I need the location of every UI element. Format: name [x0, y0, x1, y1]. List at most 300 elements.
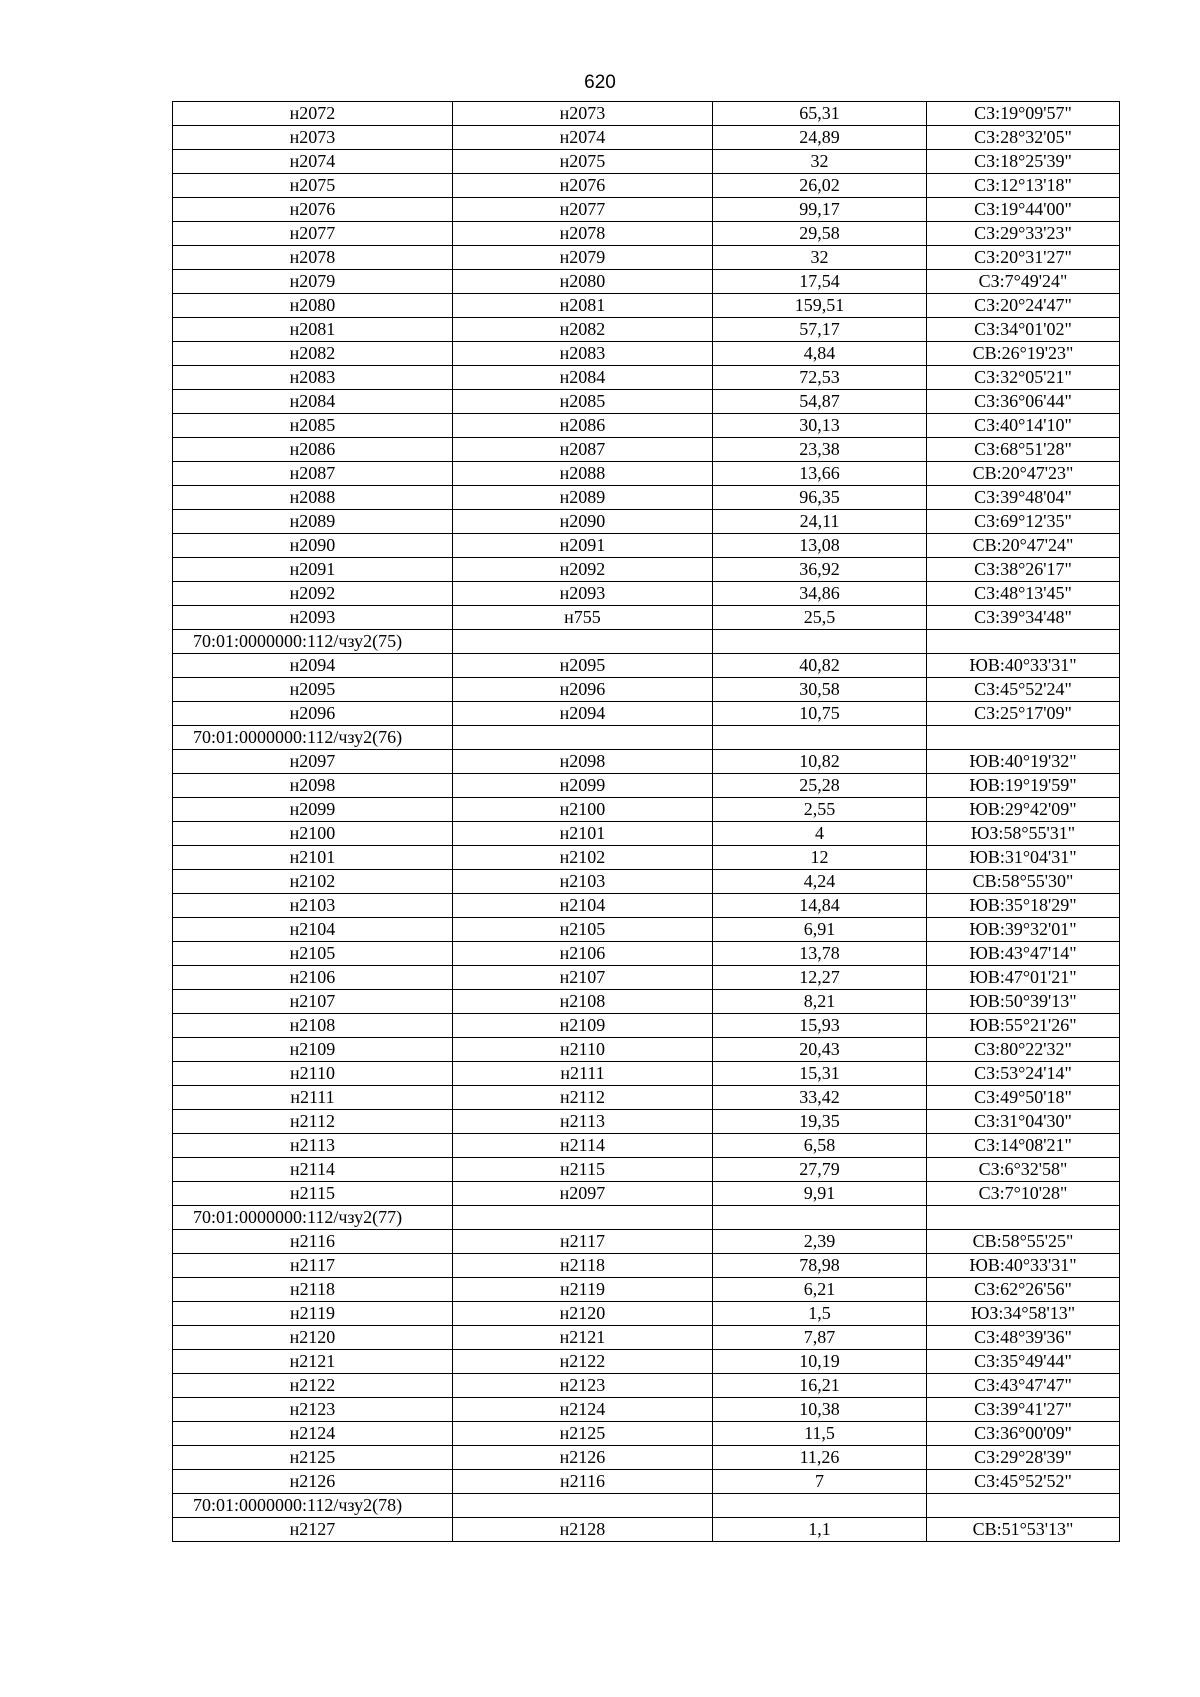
- bearing-cell: ЮВ:43°47'14": [927, 942, 1120, 966]
- table-row: [173, 1014, 1120, 1038]
- table-row: [173, 750, 1120, 774]
- point-from-cell: н2098: [173, 774, 453, 798]
- table-row: [173, 342, 1120, 366]
- length-cell: 24,11: [713, 510, 927, 534]
- table-row: [173, 870, 1120, 894]
- point-to-cell: н2081: [453, 294, 713, 318]
- point-from-cell: н2088: [173, 486, 453, 510]
- point-to-cell: н2078: [453, 222, 713, 246]
- length-cell: 29,58: [713, 222, 927, 246]
- point-from-cell: н2126: [173, 1470, 453, 1494]
- length-cell: 57,17: [713, 318, 927, 342]
- bearing-cell: СЗ:39°48'04": [927, 486, 1120, 510]
- length-cell: 2,39: [713, 1230, 927, 1254]
- point-from-cell: н2096: [173, 702, 453, 726]
- empty-cell: [927, 630, 1120, 654]
- point-to-cell: н755: [453, 606, 713, 630]
- point-from-cell: н2086: [173, 438, 453, 462]
- bearing-cell: ЮВ:47°01'21": [927, 966, 1120, 990]
- point-to-cell: н2128: [453, 1518, 713, 1542]
- point-to-cell: н2097: [453, 1182, 713, 1206]
- bearing-cell: СЗ:49°50'18": [927, 1086, 1120, 1110]
- point-to-cell: н2087: [453, 438, 713, 462]
- point-to-cell: н2125: [453, 1422, 713, 1446]
- table-row: [173, 1254, 1120, 1278]
- bearing-cell: СЗ:39°41'27": [927, 1398, 1120, 1422]
- table-row: [173, 1326, 1120, 1350]
- point-from-cell: н2100: [173, 822, 453, 846]
- table-row: [173, 174, 1120, 198]
- table-row: [173, 846, 1120, 870]
- bearing-cell: ЮЗ:58°55'31": [927, 822, 1120, 846]
- point-from-cell: н2072: [173, 102, 453, 126]
- length-cell: 10,82: [713, 750, 927, 774]
- bearing-cell: ЮВ:50°39'13": [927, 990, 1120, 1014]
- section-label: 70:01:0000000:112/чзу2(78): [173, 1494, 453, 1518]
- point-from-cell: н2112: [173, 1110, 453, 1134]
- length-cell: 6,91: [713, 918, 927, 942]
- bearing-cell: СЗ:48°39'36": [927, 1326, 1120, 1350]
- point-to-cell: н2105: [453, 918, 713, 942]
- point-to-cell: н2123: [453, 1374, 713, 1398]
- point-from-cell: н2081: [173, 318, 453, 342]
- length-cell: 27,79: [713, 1158, 927, 1182]
- length-cell: 78,98: [713, 1254, 927, 1278]
- table-body: [173, 102, 1120, 1542]
- point-to-cell: н2117: [453, 1230, 713, 1254]
- length-cell: 25,28: [713, 774, 927, 798]
- bearing-cell: СЗ:12°13'18": [927, 174, 1120, 198]
- table-row: [173, 414, 1120, 438]
- length-cell: 4: [713, 822, 927, 846]
- table-row: [173, 462, 1120, 486]
- point-from-cell: н2114: [173, 1158, 453, 1182]
- point-from-cell: н2079: [173, 270, 453, 294]
- length-cell: 16,21: [713, 1374, 927, 1398]
- bearing-cell: ЮВ:39°32'01": [927, 918, 1120, 942]
- bearing-cell: СЗ:20°24'47": [927, 294, 1120, 318]
- point-from-cell: н2111: [173, 1086, 453, 1110]
- point-to-cell: н2080: [453, 270, 713, 294]
- point-from-cell: н2127: [173, 1518, 453, 1542]
- point-from-cell: н2104: [173, 918, 453, 942]
- point-to-cell: н2115: [453, 1158, 713, 1182]
- length-cell: 1,1: [713, 1518, 927, 1542]
- length-cell: 40,82: [713, 654, 927, 678]
- table-row: [173, 1398, 1120, 1422]
- point-from-cell: н2121: [173, 1350, 453, 1374]
- length-cell: 15,31: [713, 1062, 927, 1086]
- point-from-cell: н2074: [173, 150, 453, 174]
- bearing-cell: ЮВ:35°18'29": [927, 894, 1120, 918]
- bearing-cell: ЮВ:40°33'31": [927, 1254, 1120, 1278]
- point-from-cell: н2077: [173, 222, 453, 246]
- length-cell: 10,38: [713, 1398, 927, 1422]
- table-row: [173, 102, 1120, 126]
- point-to-cell: н2122: [453, 1350, 713, 1374]
- bearing-cell: СЗ:40°14'10": [927, 414, 1120, 438]
- length-cell: 32: [713, 150, 927, 174]
- point-to-cell: н2084: [453, 366, 713, 390]
- length-cell: 33,42: [713, 1086, 927, 1110]
- length-cell: 25,5: [713, 606, 927, 630]
- length-cell: 32: [713, 246, 927, 270]
- length-cell: 13,78: [713, 942, 927, 966]
- table-row: [173, 366, 1120, 390]
- length-cell: 17,54: [713, 270, 927, 294]
- point-to-cell: н2074: [453, 126, 713, 150]
- bearing-cell: СЗ:18°25'39": [927, 150, 1120, 174]
- length-cell: 10,19: [713, 1350, 927, 1374]
- bearing-cell: СЗ:45°52'52": [927, 1470, 1120, 1494]
- bearing-cell: СВ:20°47'24": [927, 534, 1120, 558]
- point-from-cell: н2110: [173, 1062, 453, 1086]
- point-from-cell: н2119: [173, 1302, 453, 1326]
- bearing-cell: ЮВ:29°42'09": [927, 798, 1120, 822]
- length-cell: 14,84: [713, 894, 927, 918]
- point-from-cell: н2099: [173, 798, 453, 822]
- table-row: [173, 126, 1120, 150]
- table-row: [173, 318, 1120, 342]
- bearing-cell: СЗ:29°28'39": [927, 1446, 1120, 1470]
- point-to-cell: н2092: [453, 558, 713, 582]
- bearing-cell: СВ:51°53'13": [927, 1518, 1120, 1542]
- bearing-cell: СЗ:39°34'48": [927, 606, 1120, 630]
- bearing-cell: СЗ:48°13'45": [927, 582, 1120, 606]
- table-row: [173, 1038, 1120, 1062]
- section-label: 70:01:0000000:112/чзу2(75): [173, 630, 453, 654]
- empty-cell: [713, 1494, 927, 1518]
- empty-cell: [453, 1206, 713, 1230]
- point-to-cell: н2098: [453, 750, 713, 774]
- point-to-cell: н2083: [453, 342, 713, 366]
- table-row: [173, 606, 1120, 630]
- table-row: [173, 1158, 1120, 1182]
- length-cell: 26,02: [713, 174, 927, 198]
- section-row: [173, 1494, 1120, 1518]
- point-from-cell: н2082: [173, 342, 453, 366]
- table-row: [173, 918, 1120, 942]
- point-to-cell: н2124: [453, 1398, 713, 1422]
- point-from-cell: н2102: [173, 870, 453, 894]
- length-cell: 10,75: [713, 702, 927, 726]
- point-to-cell: н2106: [453, 942, 713, 966]
- length-cell: 23,38: [713, 438, 927, 462]
- table-row: [173, 198, 1120, 222]
- length-cell: 159,51: [713, 294, 927, 318]
- length-cell: 11,5: [713, 1422, 927, 1446]
- table-row: [173, 270, 1120, 294]
- point-from-cell: н2115: [173, 1182, 453, 1206]
- bearing-cell: СЗ:19°44'00": [927, 198, 1120, 222]
- table-row: [173, 582, 1120, 606]
- length-cell: 1,5: [713, 1302, 927, 1326]
- point-from-cell: н2078: [173, 246, 453, 270]
- point-from-cell: н2092: [173, 582, 453, 606]
- length-cell: 4,24: [713, 870, 927, 894]
- bearing-cell: СЗ:29°33'23": [927, 222, 1120, 246]
- point-from-cell: н2094: [173, 654, 453, 678]
- section-row: [173, 1206, 1120, 1230]
- point-to-cell: н2077: [453, 198, 713, 222]
- length-cell: 15,93: [713, 1014, 927, 1038]
- bearing-cell: СЗ:36°06'44": [927, 390, 1120, 414]
- table-row: [173, 1278, 1120, 1302]
- bearing-cell: СЗ:28°32'05": [927, 126, 1120, 150]
- table-row: [173, 942, 1120, 966]
- table-row: [173, 798, 1120, 822]
- empty-cell: [453, 726, 713, 750]
- bearing-cell: СЗ:62°26'56": [927, 1278, 1120, 1302]
- point-to-cell: н2116: [453, 1470, 713, 1494]
- bearing-cell: СВ:58°55'30": [927, 870, 1120, 894]
- point-from-cell: н2084: [173, 390, 453, 414]
- table-row: [173, 1086, 1120, 1110]
- point-to-cell: н2076: [453, 174, 713, 198]
- point-from-cell: н2107: [173, 990, 453, 1014]
- length-cell: 96,35: [713, 486, 927, 510]
- bearing-cell: СЗ:31°04'30": [927, 1110, 1120, 1134]
- point-to-cell: н2095: [453, 654, 713, 678]
- point-to-cell: н2104: [453, 894, 713, 918]
- length-cell: 99,17: [713, 198, 927, 222]
- empty-cell: [713, 726, 927, 750]
- point-to-cell: н2093: [453, 582, 713, 606]
- table-row: [173, 1350, 1120, 1374]
- point-to-cell: н2075: [453, 150, 713, 174]
- point-from-cell: н2116: [173, 1230, 453, 1254]
- length-cell: 36,92: [713, 558, 927, 582]
- bearing-cell: СЗ:45°52'24": [927, 678, 1120, 702]
- point-to-cell: н2109: [453, 1014, 713, 1038]
- point-from-cell: н2090: [173, 534, 453, 558]
- length-cell: 4,84: [713, 342, 927, 366]
- length-cell: 2,55: [713, 798, 927, 822]
- point-to-cell: н2086: [453, 414, 713, 438]
- point-from-cell: н2125: [173, 1446, 453, 1470]
- point-to-cell: н2085: [453, 390, 713, 414]
- table-row: [173, 894, 1120, 918]
- table-row: [173, 1422, 1120, 1446]
- bearing-cell: СЗ:69°12'35": [927, 510, 1120, 534]
- bearing-cell: ЮВ:19°19'59": [927, 774, 1120, 798]
- point-from-cell: н2089: [173, 510, 453, 534]
- length-cell: 9,91: [713, 1182, 927, 1206]
- empty-cell: [927, 1494, 1120, 1518]
- point-from-cell: н2113: [173, 1134, 453, 1158]
- bearing-cell: СЗ:36°00'09": [927, 1422, 1120, 1446]
- point-from-cell: н2118: [173, 1278, 453, 1302]
- point-from-cell: н2103: [173, 894, 453, 918]
- bearing-cell: СЗ:7°49'24": [927, 270, 1120, 294]
- point-from-cell: н2095: [173, 678, 453, 702]
- length-cell: 8,21: [713, 990, 927, 1014]
- point-to-cell: н2094: [453, 702, 713, 726]
- bearing-cell: СВ:58°55'25": [927, 1230, 1120, 1254]
- point-to-cell: н2079: [453, 246, 713, 270]
- section-row: [173, 630, 1120, 654]
- bearing-cell: СЗ:32°05'21": [927, 366, 1120, 390]
- point-to-cell: н2073: [453, 102, 713, 126]
- table-row: [173, 1230, 1120, 1254]
- table-row: [173, 1470, 1120, 1494]
- point-to-cell: н2119: [453, 1278, 713, 1302]
- point-to-cell: н2099: [453, 774, 713, 798]
- point-to-cell: н2088: [453, 462, 713, 486]
- point-to-cell: н2108: [453, 990, 713, 1014]
- point-to-cell: н2126: [453, 1446, 713, 1470]
- bearing-cell: СЗ:14°08'21": [927, 1134, 1120, 1158]
- point-to-cell: н2111: [453, 1062, 713, 1086]
- table-row: [173, 990, 1120, 1014]
- empty-cell: [927, 1206, 1120, 1230]
- table-row: [173, 1062, 1120, 1086]
- point-from-cell: н2120: [173, 1326, 453, 1350]
- point-from-cell: н2124: [173, 1422, 453, 1446]
- length-cell: 65,31: [713, 102, 927, 126]
- bearing-cell: СЗ:80°22'32": [927, 1038, 1120, 1062]
- empty-cell: [453, 630, 713, 654]
- length-cell: 72,53: [713, 366, 927, 390]
- length-cell: 24,89: [713, 126, 927, 150]
- bearing-cell: СВ:20°47'23": [927, 462, 1120, 486]
- bearing-cell: СЗ:38°26'17": [927, 558, 1120, 582]
- length-cell: 30,58: [713, 678, 927, 702]
- point-to-cell: н2089: [453, 486, 713, 510]
- bearing-cell: СЗ:68°51'28": [927, 438, 1120, 462]
- bearing-cell: СЗ:34°01'02": [927, 318, 1120, 342]
- length-cell: 34,86: [713, 582, 927, 606]
- point-to-cell: н2102: [453, 846, 713, 870]
- table-row: [173, 510, 1120, 534]
- length-cell: 12: [713, 846, 927, 870]
- point-to-cell: н2121: [453, 1326, 713, 1350]
- bearing-cell: ЮВ:40°33'31": [927, 654, 1120, 678]
- length-cell: 12,27: [713, 966, 927, 990]
- point-from-cell: н2123: [173, 1398, 453, 1422]
- point-from-cell: н2101: [173, 846, 453, 870]
- point-to-cell: н2103: [453, 870, 713, 894]
- section-label: 70:01:0000000:112/чзу2(76): [173, 726, 453, 750]
- table-row: [173, 294, 1120, 318]
- table-row: [173, 1518, 1120, 1542]
- table-row: [173, 966, 1120, 990]
- point-from-cell: н2117: [173, 1254, 453, 1278]
- section-row: [173, 726, 1120, 750]
- page-number: 620: [584, 72, 616, 93]
- table-row: [173, 822, 1120, 846]
- bearing-cell: СЗ:20°31'27": [927, 246, 1120, 270]
- point-to-cell: н2082: [453, 318, 713, 342]
- point-to-cell: н2113: [453, 1110, 713, 1134]
- bearing-cell: СЗ:53°24'14": [927, 1062, 1120, 1086]
- empty-cell: [927, 726, 1120, 750]
- length-cell: 13,66: [713, 462, 927, 486]
- table-row: [173, 222, 1120, 246]
- table-row: [173, 654, 1120, 678]
- table-row: [173, 702, 1120, 726]
- point-from-cell: н2093: [173, 606, 453, 630]
- table-row: [173, 1302, 1120, 1326]
- table-row: [173, 438, 1120, 462]
- point-from-cell: н2122: [173, 1374, 453, 1398]
- point-from-cell: н2106: [173, 966, 453, 990]
- point-to-cell: н2112: [453, 1086, 713, 1110]
- bearing-cell: СВ:26°19'23": [927, 342, 1120, 366]
- table-row: [173, 390, 1120, 414]
- length-cell: 20,43: [713, 1038, 927, 1062]
- bearing-cell: ЮЗ:34°58'13": [927, 1302, 1120, 1326]
- length-cell: 6,21: [713, 1278, 927, 1302]
- bearing-cell: СЗ:25°17'09": [927, 702, 1120, 726]
- length-cell: 7,87: [713, 1326, 927, 1350]
- bearing-cell: СЗ:6°32'58": [927, 1158, 1120, 1182]
- section-label: 70:01:0000000:112/чзу2(77): [173, 1206, 453, 1230]
- point-from-cell: н2087: [173, 462, 453, 486]
- length-cell: 6,58: [713, 1134, 927, 1158]
- point-to-cell: н2107: [453, 966, 713, 990]
- table-row: [173, 1374, 1120, 1398]
- length-cell: 30,13: [713, 414, 927, 438]
- point-to-cell: н2120: [453, 1302, 713, 1326]
- table-row: [173, 678, 1120, 702]
- bearing-cell: СЗ:19°09'57": [927, 102, 1120, 126]
- length-cell: 19,35: [713, 1110, 927, 1134]
- table-row: [173, 1110, 1120, 1134]
- coordinates-table: [172, 101, 1120, 1542]
- point-from-cell: н2108: [173, 1014, 453, 1038]
- bearing-cell: ЮВ:31°04'31": [927, 846, 1120, 870]
- bearing-cell: СЗ:35°49'44": [927, 1350, 1120, 1374]
- point-from-cell: н2076: [173, 198, 453, 222]
- length-cell: 7: [713, 1470, 927, 1494]
- bearing-cell: ЮВ:55°21'26": [927, 1014, 1120, 1038]
- empty-cell: [713, 1206, 927, 1230]
- point-to-cell: н2091: [453, 534, 713, 558]
- length-cell: 54,87: [713, 390, 927, 414]
- point-to-cell: н2096: [453, 678, 713, 702]
- point-from-cell: н2073: [173, 126, 453, 150]
- bearing-cell: СЗ:7°10'28": [927, 1182, 1120, 1206]
- bearing-cell: СЗ:43°47'47": [927, 1374, 1120, 1398]
- point-from-cell: н2097: [173, 750, 453, 774]
- bearing-cell: ЮВ:40°19'32": [927, 750, 1120, 774]
- table-row: [173, 534, 1120, 558]
- point-from-cell: н2085: [173, 414, 453, 438]
- point-to-cell: н2100: [453, 798, 713, 822]
- table-row: [173, 1134, 1120, 1158]
- point-from-cell: н2105: [173, 942, 453, 966]
- table-row: [173, 486, 1120, 510]
- table-row: [173, 558, 1120, 582]
- table-row: [173, 1182, 1120, 1206]
- table-row: [173, 1446, 1120, 1470]
- point-to-cell: н2118: [453, 1254, 713, 1278]
- table-row: [173, 150, 1120, 174]
- point-from-cell: н2075: [173, 174, 453, 198]
- point-from-cell: н2109: [173, 1038, 453, 1062]
- length-cell: 13,08: [713, 534, 927, 558]
- point-to-cell: н2114: [453, 1134, 713, 1158]
- table-row: [173, 774, 1120, 798]
- point-to-cell: н2090: [453, 510, 713, 534]
- point-to-cell: н2110: [453, 1038, 713, 1062]
- empty-cell: [453, 1494, 713, 1518]
- point-from-cell: н2080: [173, 294, 453, 318]
- point-from-cell: н2083: [173, 366, 453, 390]
- point-from-cell: н2091: [173, 558, 453, 582]
- length-cell: 11,26: [713, 1446, 927, 1470]
